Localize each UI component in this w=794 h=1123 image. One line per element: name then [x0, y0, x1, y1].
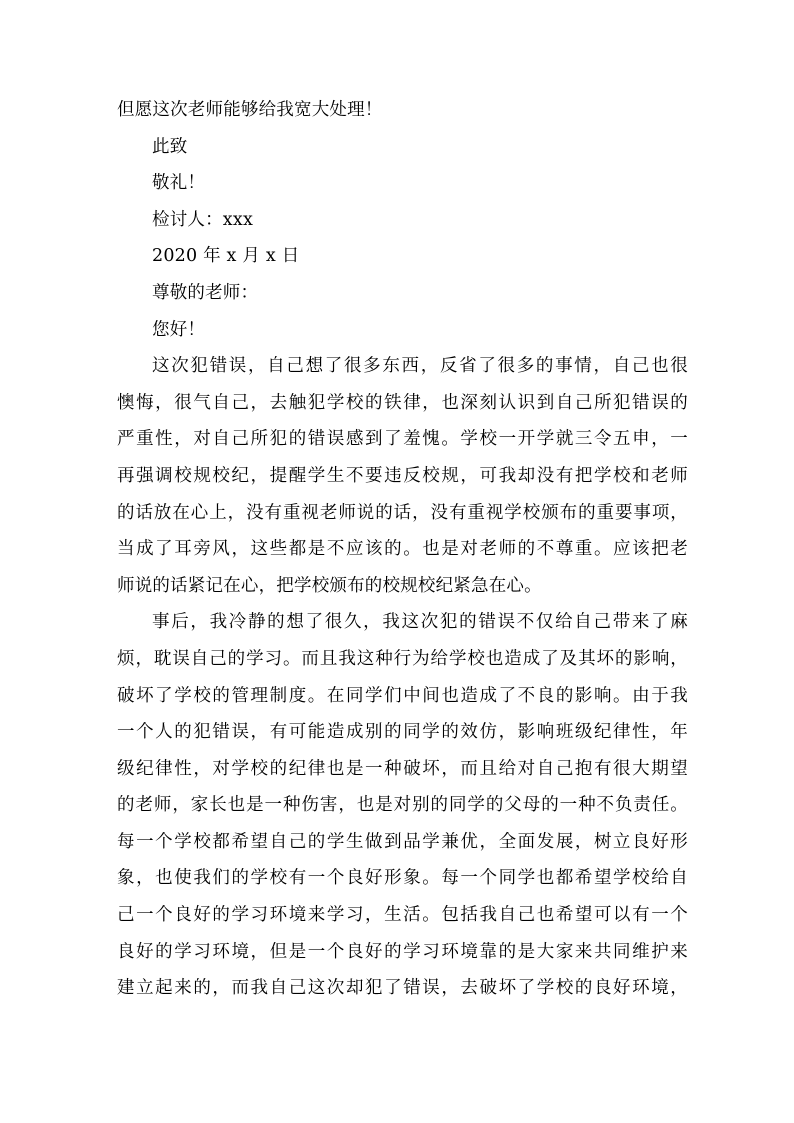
text-line: 一个人的犯错误，有可能造成别的同学的效仿，影响班级纪律性，年: [117, 722, 688, 743]
text-line: 检讨人：xxx: [152, 209, 254, 230]
text-line: 象，也使我们的学校有一个良好形象。每一个同学也都希望学校给自: [117, 868, 688, 889]
text-line: 事后，我冷静的想了很久，我这次犯的错误不仅给自己带来了麻: [152, 612, 688, 633]
text-line: 师说的话紧记在心，把学校颁布的校规校纪紧急在心。: [117, 575, 542, 596]
text-line: 这次犯错误，自己想了很多东西，反省了很多的事情，自己也很: [152, 356, 688, 377]
text-line: 再强调校规校纪，提醒学生不要违反校规，可我却没有把学校和老师: [117, 465, 688, 486]
text-line: 己一个良好的学习环境来学习，生活。包括我自己也希望可以有一个: [117, 905, 688, 926]
text-line: 当成了耳旁风，这些都是不应该的。也是对老师的不尊重。应该把老: [117, 539, 688, 560]
text-line: 级纪律性，对学校的纪律也是一种破坏，而且给对自己抱有很大期望: [117, 758, 688, 779]
text-line: 您好！: [152, 319, 206, 340]
text-line: 烦，耽误自己的学习。而且我这种行为给学校也造成了及其坏的影响，: [117, 648, 688, 669]
text-line: 敬礼！: [152, 173, 206, 194]
text-line: 尊敬的老师：: [152, 282, 259, 303]
text-line: 严重性，对自己所犯的错误感到了羞愧。学校一开学就三令五申，一: [117, 429, 688, 450]
text-line: 破坏了学校的管理制度。在同学们中间也造成了不良的影响。由于我: [117, 685, 688, 706]
text-line: 2020 年 x 月 x 日: [152, 246, 300, 267]
text-line: 但愿这次老师能够给我宽大处理！: [117, 100, 383, 120]
text-line: 良好的学习环境，但是一个良好的学习环境靠的是大家来共同维护来: [117, 941, 688, 962]
text-line: 的话放在心上，没有重视老师说的话，没有重视学校颁布的重要事项，: [117, 502, 688, 523]
text-line: 此致: [152, 136, 188, 157]
text-line: 懊悔，很气自己，去触犯学校的铁律，也深刻认识到自己所犯错误的: [117, 392, 688, 413]
text-line: 每一个学校都希望自己的学生做到品学兼优，全面发展，树立良好形: [117, 831, 688, 852]
letter-body: [117, 92, 688, 1007]
text-line: 建立起来的，而我自己这次却犯了错误，去破坏了学校的良好环境，: [117, 978, 688, 999]
text-line: 的老师，家长也是一种伤害，也是对别的同学的父母的一种不负责任。: [117, 795, 688, 816]
